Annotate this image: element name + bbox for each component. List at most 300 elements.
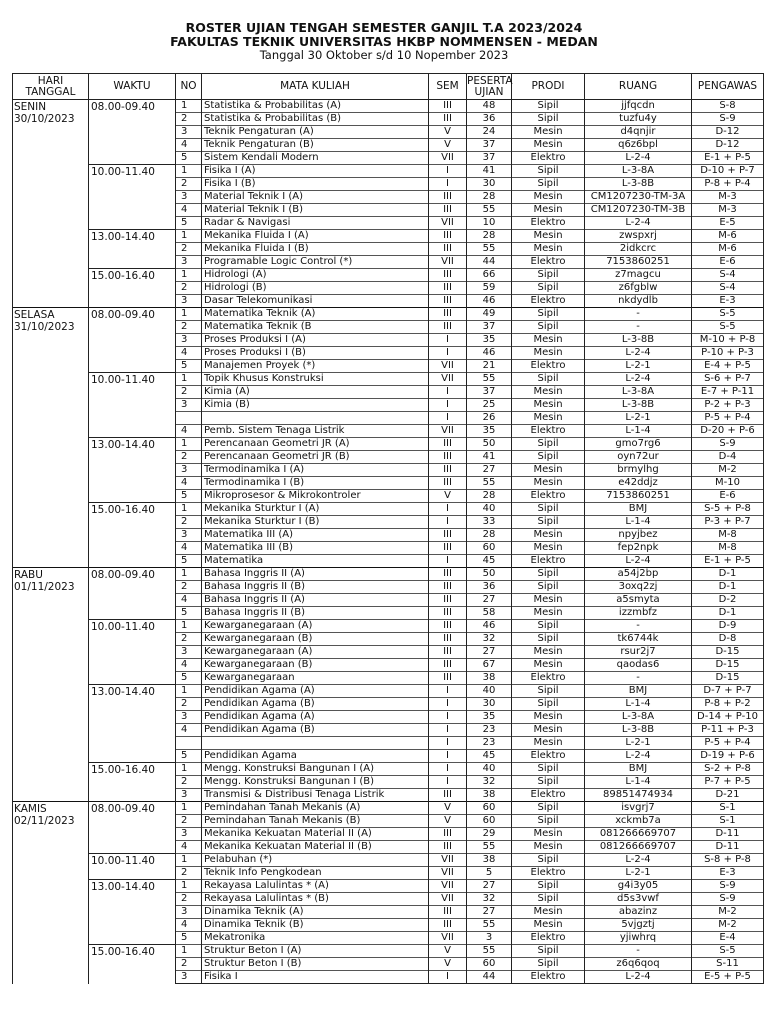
semester-cell: III bbox=[429, 659, 467, 672]
proctor-cell: S-1 bbox=[692, 802, 764, 815]
semester-cell: VII bbox=[429, 373, 467, 386]
semester-cell: III bbox=[429, 438, 467, 451]
room-cell: L-3-8A bbox=[585, 165, 692, 178]
proctor-cell: D-12 bbox=[692, 139, 764, 152]
program-cell: Sipil bbox=[512, 113, 585, 126]
course-name-cell: Matematika Teknik (A) bbox=[202, 308, 429, 321]
program-cell: Elektro bbox=[512, 425, 585, 438]
no-cell: 3 bbox=[176, 256, 202, 269]
semester-cell: III bbox=[429, 620, 467, 633]
semester-cell: I bbox=[429, 685, 467, 698]
program-cell: Mesin bbox=[512, 386, 585, 399]
proctor-cell: M-10 bbox=[692, 477, 764, 490]
room-cell: L-3-8B bbox=[585, 399, 692, 412]
room-cell: L-2-1 bbox=[585, 360, 692, 373]
room-cell: L-2-4 bbox=[585, 152, 692, 165]
course-name-cell bbox=[202, 412, 429, 425]
proctor-cell: S-4 bbox=[692, 282, 764, 295]
program-cell: Mesin bbox=[512, 737, 585, 750]
course-name-cell: Struktur Beton I (B) bbox=[202, 958, 429, 971]
participants-cell: 27 bbox=[467, 906, 512, 919]
no-cell: 1 bbox=[176, 230, 202, 243]
proctor-cell: S-8 + P-8 bbox=[692, 854, 764, 867]
participants-cell: 23 bbox=[467, 737, 512, 750]
course-name-cell: Pendidikan Agama (B) bbox=[202, 724, 429, 737]
proctor-cell: M-3 bbox=[692, 204, 764, 217]
participants-cell: 50 bbox=[467, 568, 512, 581]
no-cell: 1 bbox=[176, 620, 202, 633]
room-cell: brmylhg bbox=[585, 464, 692, 477]
course-name-cell: Fisika I bbox=[202, 971, 429, 984]
semester-cell: III bbox=[429, 295, 467, 308]
no-cell: 2 bbox=[176, 893, 202, 906]
course-name-cell: Mekanika Sturktur I (A) bbox=[202, 503, 429, 516]
program-cell: Sipil bbox=[512, 945, 585, 958]
participants-cell: 41 bbox=[467, 165, 512, 178]
no-cell: 2 bbox=[176, 958, 202, 971]
room-cell: L-3-8B bbox=[585, 334, 692, 347]
participants-cell: 49 bbox=[467, 308, 512, 321]
participants-cell: 27 bbox=[467, 646, 512, 659]
participants-cell: 27 bbox=[467, 880, 512, 893]
course-name-cell: Kewarganegaraan (B) bbox=[202, 659, 429, 672]
day-name: KAMIS bbox=[14, 803, 47, 815]
semester-cell: VII bbox=[429, 854, 467, 867]
program-cell: Mesin bbox=[512, 724, 585, 737]
no-cell: 3 bbox=[176, 191, 202, 204]
program-cell: Elektro bbox=[512, 360, 585, 373]
proctor-cell: D-19 + P-6 bbox=[692, 750, 764, 763]
program-cell: Sipil bbox=[512, 451, 585, 464]
course-name-cell: Teknik Pengaturan (B) bbox=[202, 139, 429, 152]
semester-cell: III bbox=[429, 906, 467, 919]
program-cell: Sipil bbox=[512, 516, 585, 529]
no-cell: 3 bbox=[176, 295, 202, 308]
room-cell: 081266669707 bbox=[585, 828, 692, 841]
semester-cell: VII bbox=[429, 360, 467, 373]
participants-cell: 37 bbox=[467, 152, 512, 165]
course-name-cell: Perencanaan Geometri JR (A) bbox=[202, 438, 429, 451]
program-cell: Sipil bbox=[512, 581, 585, 594]
participants-cell: 28 bbox=[467, 191, 512, 204]
semester-cell: VII bbox=[429, 217, 467, 230]
no-cell: 5 bbox=[176, 152, 202, 165]
program-cell: Mesin bbox=[512, 399, 585, 412]
room-cell: nkdydlb bbox=[585, 295, 692, 308]
col-header-hari: HARI TANGGAL bbox=[13, 74, 89, 100]
no-cell: 2 bbox=[176, 243, 202, 256]
proctor-cell: P-7 + P-5 bbox=[692, 776, 764, 789]
participants-cell: 66 bbox=[467, 269, 512, 282]
course-name-cell: Mengg. Konstruksi Bangunan I (B) bbox=[202, 776, 429, 789]
no-cell bbox=[176, 737, 202, 750]
course-name-cell: Fisika I (B) bbox=[202, 178, 429, 191]
no-cell: 5 bbox=[176, 750, 202, 763]
course-name-cell: Mikroprosesor & Mikrokontroler bbox=[202, 490, 429, 503]
day-cell bbox=[13, 802, 89, 984]
room-cell: 081266669707 bbox=[585, 841, 692, 854]
program-cell: Sipil bbox=[512, 568, 585, 581]
participants-cell: 45 bbox=[467, 750, 512, 763]
proctor-cell: S-5 bbox=[692, 945, 764, 958]
no-cell: 1 bbox=[176, 568, 202, 581]
course-name-cell: Dinamika Teknik (B) bbox=[202, 919, 429, 932]
proctor-cell: S-1 bbox=[692, 815, 764, 828]
no-cell: 3 bbox=[176, 789, 202, 802]
col-header-no: NO bbox=[176, 74, 202, 100]
semester-cell: I bbox=[429, 412, 467, 425]
room-cell: BMJ bbox=[585, 503, 692, 516]
time-slot-cell: 10.00-11.40 bbox=[89, 854, 176, 880]
proctor-cell: S-5 bbox=[692, 308, 764, 321]
proctor-cell: M-2 bbox=[692, 906, 764, 919]
proctor-cell: D-9 bbox=[692, 620, 764, 633]
no-cell: 3 bbox=[176, 646, 202, 659]
semester-cell: I bbox=[429, 971, 467, 984]
semester-cell: I bbox=[429, 711, 467, 724]
proctor-cell: P-5 + P-4 bbox=[692, 412, 764, 425]
no-cell: 2 bbox=[176, 321, 202, 334]
course-name-cell: Proses Produksi I (B) bbox=[202, 347, 429, 360]
semester-cell: I bbox=[429, 178, 467, 191]
room-cell: - bbox=[585, 620, 692, 633]
room-cell: 2idkcrc bbox=[585, 243, 692, 256]
semester-cell: III bbox=[429, 594, 467, 607]
course-name-cell: Bahasa Inggris II (B) bbox=[202, 607, 429, 620]
room-cell: abazinz bbox=[585, 906, 692, 919]
proctor-cell: P-10 + P-3 bbox=[692, 347, 764, 360]
room-cell: 7153860251 bbox=[585, 256, 692, 269]
program-cell: Mesin bbox=[512, 191, 585, 204]
program-cell: Mesin bbox=[512, 659, 585, 672]
program-cell: Sipil bbox=[512, 698, 585, 711]
participants-cell: 50 bbox=[467, 438, 512, 451]
room-cell: L-2-1 bbox=[585, 412, 692, 425]
room-cell: zwspxrj bbox=[585, 230, 692, 243]
room-cell: 5vjgztj bbox=[585, 919, 692, 932]
participants-cell: 37 bbox=[467, 139, 512, 152]
no-cell: 5 bbox=[176, 555, 202, 568]
course-name-cell: Dasar Telekomunikasi bbox=[202, 295, 429, 308]
course-name-cell: Bahasa Inggris II (B) bbox=[202, 581, 429, 594]
participants-cell: 55 bbox=[467, 919, 512, 932]
program-cell: Elektro bbox=[512, 217, 585, 230]
no-cell: 3 bbox=[176, 906, 202, 919]
program-cell: Mesin bbox=[512, 711, 585, 724]
semester-cell: III bbox=[429, 191, 467, 204]
participants-cell: 58 bbox=[467, 607, 512, 620]
course-name-cell: Mekanika Sturktur I (B) bbox=[202, 516, 429, 529]
course-name-cell: Rekayasa Lalulintas * (B) bbox=[202, 893, 429, 906]
participants-cell: 41 bbox=[467, 451, 512, 464]
participants-cell: 28 bbox=[467, 529, 512, 542]
proctor-cell: S-4 bbox=[692, 269, 764, 282]
semester-cell: I bbox=[429, 399, 467, 412]
participants-cell: 35 bbox=[467, 711, 512, 724]
program-cell: Sipil bbox=[512, 373, 585, 386]
room-cell: CM1207230-TM-3B bbox=[585, 204, 692, 217]
room-cell: a5smyta bbox=[585, 594, 692, 607]
semester-cell: I bbox=[429, 555, 467, 568]
no-cell: 1 bbox=[176, 308, 202, 321]
room-cell: xckmb7a bbox=[585, 815, 692, 828]
proctor-cell: D-15 bbox=[692, 646, 764, 659]
semester-cell: III bbox=[429, 633, 467, 646]
participants-cell: 10 bbox=[467, 217, 512, 230]
proctor-cell: M-2 bbox=[692, 464, 764, 477]
course-name-cell: Bahasa Inggris II (A) bbox=[202, 568, 429, 581]
semester-cell: III bbox=[429, 308, 467, 321]
col-header-peserta: PESERTA UJIAN bbox=[467, 74, 513, 98]
program-cell: Elektro bbox=[512, 867, 585, 880]
program-cell: Elektro bbox=[512, 152, 585, 165]
program-cell: Elektro bbox=[512, 490, 585, 503]
proctor-cell: D-20 + P-6 bbox=[692, 425, 764, 438]
room-cell: 89851474934 bbox=[585, 789, 692, 802]
semester-cell: V bbox=[429, 490, 467, 503]
no-cell: 3 bbox=[176, 971, 202, 984]
room-cell: a54j2bp bbox=[585, 568, 692, 581]
proctor-cell: M-3 bbox=[692, 191, 764, 204]
proctor-cell: S-2 + P-8 bbox=[692, 763, 764, 776]
room-cell: e42ddjz bbox=[585, 477, 692, 490]
program-cell: Mesin bbox=[512, 412, 585, 425]
course-name-cell: Topik Khusus Konstruksi bbox=[202, 373, 429, 386]
no-cell: 5 bbox=[176, 490, 202, 503]
no-cell: 1 bbox=[176, 269, 202, 282]
col-header-mata-kuliah: MATA KULIAH bbox=[202, 74, 429, 100]
col-header-sem: SEM bbox=[429, 74, 467, 100]
no-cell: 3 bbox=[176, 828, 202, 841]
room-cell: L-3-8B bbox=[585, 178, 692, 191]
table-row bbox=[13, 945, 764, 958]
participants-cell: 55 bbox=[467, 373, 512, 386]
semester-cell: I bbox=[429, 763, 467, 776]
participants-cell: 59 bbox=[467, 282, 512, 295]
room-cell: gmo7rg6 bbox=[585, 438, 692, 451]
time-slot-cell: 10.00-11.40 bbox=[89, 165, 176, 230]
course-name-cell: Teknik Info Pengkodean bbox=[202, 867, 429, 880]
room-cell: L-3-8A bbox=[585, 386, 692, 399]
participants-cell: 35 bbox=[467, 425, 512, 438]
no-cell: 4 bbox=[176, 542, 202, 555]
proctor-cell: D-1 bbox=[692, 607, 764, 620]
participants-cell: 55 bbox=[467, 477, 512, 490]
participants-cell: 37 bbox=[467, 321, 512, 334]
time-slot-cell: 13.00-14.40 bbox=[89, 438, 176, 503]
course-name-cell: Kewarganegaraan (A) bbox=[202, 620, 429, 633]
semester-cell: III bbox=[429, 204, 467, 217]
proctor-cell: P-8 + P-2 bbox=[692, 698, 764, 711]
program-cell: Sipil bbox=[512, 438, 585, 451]
day-date: 01/11/2023 bbox=[14, 581, 75, 593]
program-cell: Mesin bbox=[512, 607, 585, 620]
course-name-cell: Mekanika Fluida I (A) bbox=[202, 230, 429, 243]
program-cell: Elektro bbox=[512, 971, 585, 984]
program-cell: Sipil bbox=[512, 633, 585, 646]
participants-cell: 55 bbox=[467, 945, 512, 958]
col-header-pengawas: PENGAWAS bbox=[692, 74, 764, 100]
table-row bbox=[13, 230, 764, 243]
proctor-cell: E-6 bbox=[692, 256, 764, 269]
room-cell: tk6744k bbox=[585, 633, 692, 646]
date-range: Tanggal 30 Oktober s/d 10 Nopember 2023 bbox=[259, 48, 509, 62]
participants-cell: 30 bbox=[467, 178, 512, 191]
no-cell: 1 bbox=[176, 503, 202, 516]
no-cell: 3 bbox=[176, 529, 202, 542]
course-name-cell: Mekanika Kekuatan Material II (A) bbox=[202, 828, 429, 841]
no-cell: 1 bbox=[176, 438, 202, 451]
participants-cell: 24 bbox=[467, 126, 512, 139]
course-name-cell: Termodinamika I (A) bbox=[202, 464, 429, 477]
room-cell: rsur2j7 bbox=[585, 646, 692, 659]
course-name-cell: Pelabuhan (*) bbox=[202, 854, 429, 867]
room-cell: jjfqcdn bbox=[585, 100, 692, 113]
participants-cell: 40 bbox=[467, 763, 512, 776]
course-name-cell: Radar & Navigasi bbox=[202, 217, 429, 230]
semester-cell: VII bbox=[429, 256, 467, 269]
participants-cell: 45 bbox=[467, 555, 512, 568]
no-cell: 3 bbox=[176, 334, 202, 347]
roster-body bbox=[13, 100, 764, 984]
room-cell: L-2-4 bbox=[585, 217, 692, 230]
participants-cell: 26 bbox=[467, 412, 512, 425]
course-name-cell: Hidrologi (A) bbox=[202, 269, 429, 282]
no-cell: 1 bbox=[176, 880, 202, 893]
room-cell: z6fgblw bbox=[585, 282, 692, 295]
participants-cell: 23 bbox=[467, 724, 512, 737]
course-name-cell: Matematika III (A) bbox=[202, 529, 429, 542]
proctor-cell: E-1 + P-5 bbox=[692, 555, 764, 568]
program-cell: Elektro bbox=[512, 295, 585, 308]
course-name-cell: Material Teknik I (A) bbox=[202, 191, 429, 204]
room-cell: L-2-4 bbox=[585, 347, 692, 360]
proctor-cell: P-5 + P-4 bbox=[692, 737, 764, 750]
course-name-cell: Pemb. Sistem Tenaga Listrik bbox=[202, 425, 429, 438]
program-cell: Mesin bbox=[512, 230, 585, 243]
col-header-waktu: WAKTU bbox=[89, 74, 176, 100]
semester-cell: III bbox=[429, 100, 467, 113]
proctor-cell: M-8 bbox=[692, 529, 764, 542]
participants-cell: 28 bbox=[467, 230, 512, 243]
room-cell: d4qnjir bbox=[585, 126, 692, 139]
no-cell: 5 bbox=[176, 932, 202, 945]
header-row bbox=[13, 74, 764, 100]
semester-cell: V bbox=[429, 139, 467, 152]
course-name-cell: Statistika & Probabilitas (B) bbox=[202, 113, 429, 126]
proctor-cell: M-10 + P-8 bbox=[692, 334, 764, 347]
day-name: SENIN bbox=[14, 101, 47, 113]
no-cell: 4 bbox=[176, 594, 202, 607]
no-cell: 2 bbox=[176, 386, 202, 399]
no-cell: 3 bbox=[176, 126, 202, 139]
course-name-cell: Pemindahan Tanah Mekanis (B) bbox=[202, 815, 429, 828]
room-cell: L-1-4 bbox=[585, 698, 692, 711]
course-name-cell: Bahasa Inggris II (A) bbox=[202, 594, 429, 607]
semester-cell: V bbox=[429, 945, 467, 958]
semester-cell: I bbox=[429, 776, 467, 789]
participants-cell: 67 bbox=[467, 659, 512, 672]
proctor-cell: P-3 + P-7 bbox=[692, 516, 764, 529]
table-row bbox=[13, 854, 764, 867]
table-row bbox=[13, 620, 764, 633]
participants-cell: 60 bbox=[467, 815, 512, 828]
program-cell: Mesin bbox=[512, 204, 585, 217]
semester-cell: I bbox=[429, 503, 467, 516]
course-name-cell: Kimia (B) bbox=[202, 399, 429, 412]
no-cell: 3 bbox=[176, 464, 202, 477]
program-cell: Mesin bbox=[512, 841, 585, 854]
no-cell: 3 bbox=[176, 399, 202, 412]
course-name-cell: Kimia (A) bbox=[202, 386, 429, 399]
time-slot-cell: 08.00-09.40 bbox=[89, 100, 176, 165]
semester-cell: VII bbox=[429, 867, 467, 880]
course-name-cell: Proses Produksi I (A) bbox=[202, 334, 429, 347]
participants-cell: 30 bbox=[467, 698, 512, 711]
proctor-cell: D-4 bbox=[692, 451, 764, 464]
no-cell: 2 bbox=[176, 451, 202, 464]
no-cell: 1 bbox=[176, 945, 202, 958]
semester-cell: III bbox=[429, 529, 467, 542]
semester-cell: III bbox=[429, 789, 467, 802]
program-cell: Mesin bbox=[512, 464, 585, 477]
participants-cell: 55 bbox=[467, 841, 512, 854]
proctor-cell: S-9 bbox=[692, 438, 764, 451]
exam-roster-table bbox=[12, 73, 764, 984]
participants-cell: 40 bbox=[467, 503, 512, 516]
room-cell: 7153860251 bbox=[585, 490, 692, 503]
time-slot-cell: 13.00-14.40 bbox=[89, 880, 176, 945]
room-cell: BMJ bbox=[585, 685, 692, 698]
semester-cell: III bbox=[429, 607, 467, 620]
proctor-cell: S-8 bbox=[692, 100, 764, 113]
table-row bbox=[13, 308, 764, 321]
semester-cell: VII bbox=[429, 425, 467, 438]
table-row bbox=[13, 568, 764, 581]
participants-cell: 28 bbox=[467, 490, 512, 503]
program-cell: Mesin bbox=[512, 919, 585, 932]
proctor-cell: E-6 bbox=[692, 490, 764, 503]
time-slot-cell: 15.00-16.40 bbox=[89, 269, 176, 308]
table-row bbox=[13, 100, 764, 113]
proctor-cell: D-11 bbox=[692, 841, 764, 854]
semester-cell: V bbox=[429, 815, 467, 828]
room-cell: - bbox=[585, 945, 692, 958]
col-header-ruang: RUANG bbox=[585, 74, 692, 100]
proctor-cell: E-5 bbox=[692, 217, 764, 230]
course-name-cell: Pendidikan Agama (A) bbox=[202, 711, 429, 724]
semester-cell: V bbox=[429, 802, 467, 815]
day-date: 30/10/2023 bbox=[14, 113, 75, 125]
no-cell: 1 bbox=[176, 763, 202, 776]
room-cell: L-3-8B bbox=[585, 724, 692, 737]
room-cell: CM1207230-TM-3A bbox=[585, 191, 692, 204]
time-slot-cell: 10.00-11.40 bbox=[89, 373, 176, 438]
program-cell: Sipil bbox=[512, 100, 585, 113]
program-cell: Sipil bbox=[512, 178, 585, 191]
semester-cell: III bbox=[429, 230, 467, 243]
participants-cell: 44 bbox=[467, 256, 512, 269]
semester-cell: III bbox=[429, 542, 467, 555]
title-line-1: ROSTER UJIAN TENGAH SEMESTER GANJIL T.A 2023/2024 bbox=[185, 20, 583, 35]
program-cell: Elektro bbox=[512, 932, 585, 945]
course-name-cell: Mekatronika bbox=[202, 932, 429, 945]
no-cell: 2 bbox=[176, 178, 202, 191]
proctor-cell: S-9 bbox=[692, 113, 764, 126]
room-cell: L-2-1 bbox=[585, 737, 692, 750]
participants-cell: 46 bbox=[467, 347, 512, 360]
program-cell: Mesin bbox=[512, 542, 585, 555]
